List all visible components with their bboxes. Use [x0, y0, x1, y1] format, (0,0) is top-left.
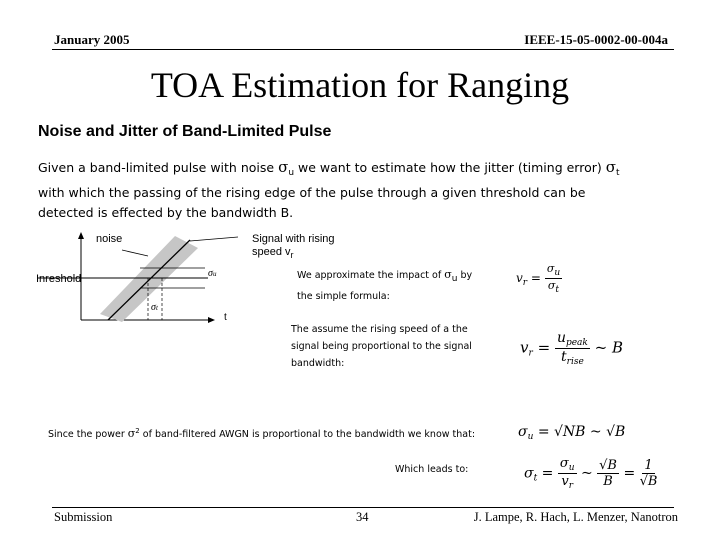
f1-lhs-sub: r [522, 278, 528, 288]
formula-sigma-t [524, 456, 657, 491]
f4-n1: σ [559, 456, 569, 471]
sigma-t-symbol: σ [605, 158, 616, 176]
f1-numerator [545, 262, 562, 279]
f2-num-sub: peak [565, 338, 588, 348]
f1-den: σ [547, 279, 556, 292]
approx-sigma-sub: u [451, 274, 458, 284]
approx-text-b: by [457, 270, 473, 281]
noise-label: noise [96, 233, 123, 245]
intro-text-a: Given a band-limited pulse with noise [38, 160, 279, 175]
f4-fraction-1 [558, 456, 577, 491]
signal-label [252, 233, 335, 262]
intro-line-1 [38, 157, 698, 183]
sigma-t-subscript: t [615, 168, 620, 178]
f1-num-sub: u [554, 268, 561, 278]
approx-note-line-2: the simple formula: [297, 291, 390, 302]
f2-num: u [556, 330, 566, 346]
y-axis-arrow [78, 232, 84, 239]
noise-pointer [122, 250, 148, 256]
f2-den: t [561, 349, 567, 365]
header-rule [52, 49, 674, 50]
speed-subscript: r [290, 250, 294, 260]
power-sup: 2 [135, 427, 140, 435]
threshold-label: Inreshold [36, 273, 82, 285]
footer-authors: J. Lampe, R. Hach, L. Menzer, Nanotron [473, 510, 678, 524]
f3-mid: = √NB [537, 424, 586, 440]
intro-text-b: we want to estimate how the jitter (timing error) [294, 160, 606, 175]
f4-fraction-3 [640, 458, 658, 489]
fig-sigma-u-sub: u [212, 270, 217, 278]
f2-eq: = [537, 338, 551, 357]
fig-sigma-t [151, 302, 158, 313]
f1-lhs: v [516, 271, 523, 285]
f4-d3: √B [639, 474, 658, 489]
f1-eq: = [530, 271, 541, 285]
approx-text-a: We approximate the impact of [297, 270, 445, 281]
f2-den-sub: rise [566, 357, 584, 367]
f4-d1-sub: r [568, 481, 573, 491]
f2-fraction [555, 330, 590, 367]
f4-eq2: = [623, 465, 636, 482]
footer-submission: Submission [54, 510, 113, 524]
signal-pointer [190, 237, 238, 241]
f4-d1: v [561, 474, 569, 489]
f4-den-1 [561, 474, 573, 491]
approx-note-line-1 [297, 266, 512, 288]
formula-vr-bandwidth [520, 330, 623, 367]
noise-band [100, 236, 198, 322]
formula-sigma-u [518, 424, 625, 442]
formula-vr-ratio [516, 262, 562, 295]
power-text-a: Since the power [48, 429, 128, 441]
f4-lhs-sub: t [533, 473, 538, 484]
fig-sigma-t-sub: t [155, 304, 158, 312]
sigma-u-symbol: σ [278, 158, 289, 176]
f1-denominator [548, 279, 559, 295]
intro-line-2: with which the passing of the rising edge of the pulse through a given threshold can be detected is effected by the bandwidth B. [38, 185, 586, 220]
f4-n1-sub: u [568, 463, 575, 473]
f4-tilde: ~ [580, 465, 593, 482]
f2-lhs: v [520, 338, 529, 357]
rising-note-line-2: signal being proportional to the signal [291, 341, 472, 352]
f2-rhs: ~ B [594, 338, 624, 357]
speed-label: speed v [252, 246, 291, 258]
f4-lhs: σ [524, 465, 534, 482]
fig-sigma-u [208, 268, 216, 279]
signal-edge [108, 240, 190, 320]
f1-fraction [545, 262, 562, 295]
f2-lhs-sub: r [528, 348, 533, 359]
power-text-b: of band-filtered AWGN is proportional to the bandwidth we know that: [139, 429, 476, 441]
f4-fraction-2 [597, 458, 619, 489]
leads-note: Which leads to: [395, 464, 469, 475]
f4-eq: = [541, 465, 554, 482]
rising-note-line-3: bandwidth: [291, 358, 345, 369]
footer-rule [52, 507, 674, 508]
rising-note [291, 321, 506, 372]
fig-sigma-u-symbol: σ [208, 268, 213, 279]
x-axis-arrow [208, 317, 215, 323]
f4-n3: 1 [644, 458, 653, 473]
f3-lhs: σ [518, 424, 528, 440]
f3-rhs: ~ √B [589, 424, 626, 440]
header-date: January 2005 [54, 32, 130, 47]
f2-denominator [561, 349, 584, 367]
f4-d2: B [603, 474, 613, 489]
f1-num: σ [546, 262, 555, 275]
intro-paragraph [38, 157, 698, 223]
approx-note [297, 266, 512, 305]
rising-note-line-1: The assume the rising speed of a the [291, 324, 468, 335]
footer-page-number: 34 [356, 510, 369, 524]
f1-den-sub: t [555, 285, 560, 295]
f4-n2: √B [599, 458, 617, 473]
slide-title: TOA Estimation for Ranging [150, 65, 570, 105]
sigma-u-subscript: u [288, 168, 295, 178]
signal-label-line-2 [252, 246, 335, 262]
power-note [48, 423, 475, 443]
t-axis-label: t [224, 312, 227, 323]
signal-label-line-1: Signal with rising [252, 233, 335, 245]
power-sigma: σ [127, 427, 136, 441]
header-doc-id: IEEE-15-05-0002-00-004a [524, 32, 668, 47]
f4-num-1 [558, 456, 577, 474]
approx-sigma: σ [444, 268, 452, 281]
slide-subtitle: Noise and Jitter of Band-Limited Pulse [38, 123, 332, 140]
f2-numerator [555, 330, 590, 349]
fig-sigma-t-symbol: σ [151, 302, 156, 313]
f3-lhs-sub: u [527, 432, 534, 442]
